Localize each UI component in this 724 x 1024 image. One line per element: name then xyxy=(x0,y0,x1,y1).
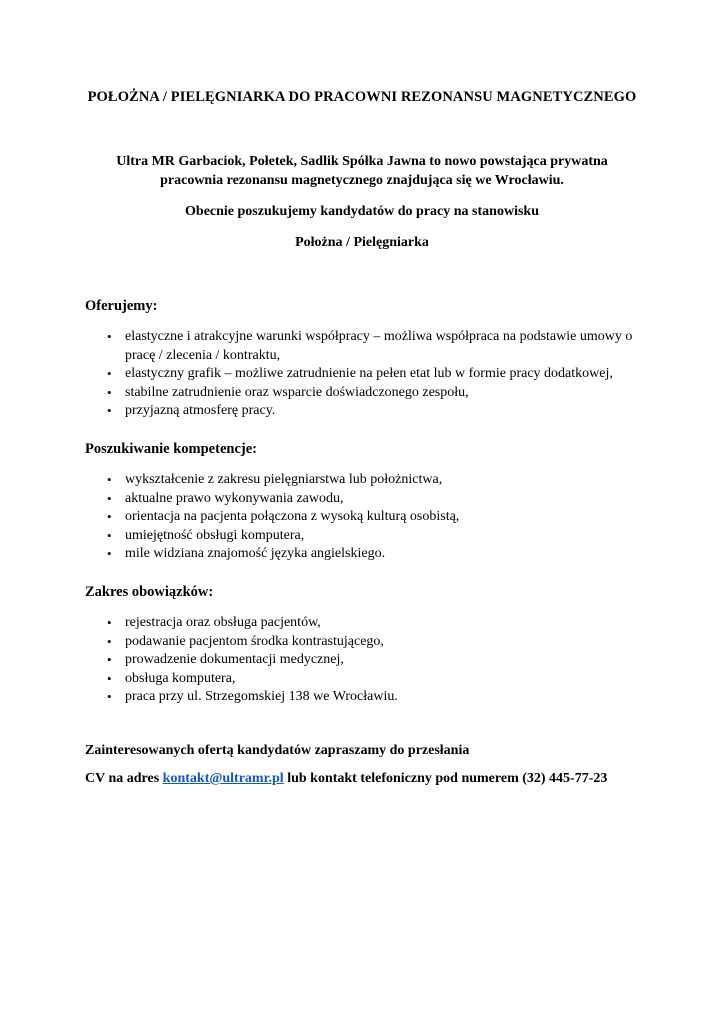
section-duties xyxy=(85,583,639,707)
bullet-icon: • xyxy=(107,546,112,561)
list-item xyxy=(85,402,639,421)
bullet-icon: • xyxy=(107,403,112,418)
competencies-list xyxy=(85,471,639,564)
list-item xyxy=(85,670,639,689)
list-item-text: orientacja na pacjenta połączona z wysoką kulturą osobistą, xyxy=(125,509,460,524)
list-item xyxy=(85,614,639,633)
list-item-text: stabilne zatrudnienie oraz wsparcie doświadczonego zespołu, xyxy=(125,384,469,400)
section-heading-competencies: Poszukiwanie kompetencje: xyxy=(85,440,257,457)
bullet-icon: • xyxy=(107,384,112,400)
list-item xyxy=(85,471,639,490)
closing-invitation-line: Zainteresowanych ofertą kandydatów zapraszamy do przesłania xyxy=(85,742,470,758)
offer-list xyxy=(85,328,639,421)
list-item xyxy=(85,545,639,564)
list-item xyxy=(85,633,639,652)
bullet-icon: • xyxy=(107,670,112,686)
list-item xyxy=(85,508,639,527)
list-item-text: rejestracja oraz obsługa pacjentów, xyxy=(125,615,321,630)
list-item xyxy=(85,651,639,670)
contact-line-prefix: CV na adres xyxy=(85,771,163,786)
closing-block xyxy=(85,742,639,789)
list-item xyxy=(85,328,639,365)
list-item xyxy=(85,365,639,384)
bullet-icon: • xyxy=(107,472,112,487)
bullet-icon: • xyxy=(107,329,112,344)
email-link[interactable]: kontakt@ultramr.pl xyxy=(162,771,284,786)
list-item-text: elastyczny grafik – możliwe zatrudnienie na pełen etat lub w formie pracy dodatkowej, xyxy=(125,366,613,381)
bullet-icon: • xyxy=(107,633,112,649)
company-intro-paragraph: Ultra MR Garbaciok, Połetek, Sadlik Spółka Jawna to nowo powstająca prywatna pracownia rezonansu magnetycznego znajdująca się we Wrocławiu. xyxy=(116,153,608,188)
bullet-icon: • xyxy=(107,366,112,381)
list-item xyxy=(85,384,639,403)
bullet-icon: • xyxy=(107,615,112,630)
list-item-text: podawanie pacjentom środka kontrastującego, xyxy=(125,633,384,649)
list-item-text: aktualne prawo wykonywania zawodu, xyxy=(125,490,344,506)
contact-line-suffix: lub kontakt telefoniczny pod numerem (32) 445-77-23 xyxy=(283,771,608,786)
section-competencies xyxy=(85,440,639,564)
bullet-icon: • xyxy=(107,652,112,667)
section-offer xyxy=(85,297,639,421)
list-item-text: mile widziana znajomość języka angielskiego. xyxy=(125,546,386,561)
list-item-text: przyjazną atmosferę pracy. xyxy=(125,403,276,418)
bullet-icon: • xyxy=(107,509,112,524)
list-item-text: wykształcenie z zakresu pielęgniarstwa lub położnictwa, xyxy=(125,472,443,487)
list-item-text: praca przy ul. Strzegomskiej 138 we Wrocławiu. xyxy=(125,689,398,704)
list-item-text: prowadzenie dokumentacji medycznej, xyxy=(125,652,344,667)
section-heading-offer: Oferujemy: xyxy=(85,297,158,314)
duties-list xyxy=(85,614,639,707)
list-item-text: umiejętność obsługi komputera, xyxy=(125,527,305,543)
bullet-icon: • xyxy=(107,490,112,506)
list-item-text: elastyczne i atrakcyjne warunki współpracy – możliwa współpraca na podstawie umowy o pracę / zlecenia / kontraktu, xyxy=(125,329,633,363)
list-item xyxy=(85,490,639,509)
page-title: POŁOŻNA / PIELĘGNIARKA DO PRACOWNI REZONANSU MAGNETYCZNEGO xyxy=(87,89,637,105)
list-item-text: obsługa komputera, xyxy=(125,670,236,686)
section-heading-duties: Zakres obowiązków: xyxy=(85,583,214,600)
list-item xyxy=(85,527,639,546)
position-name: Położna / Pielęgniarka xyxy=(295,235,429,250)
contact-line xyxy=(85,770,639,789)
seeking-statement: Obecnie poszukujemy kandydatów do pracy na stanowisku xyxy=(185,203,539,219)
bullet-icon: • xyxy=(107,527,112,543)
bullet-icon: • xyxy=(107,689,112,704)
list-item xyxy=(85,688,639,707)
